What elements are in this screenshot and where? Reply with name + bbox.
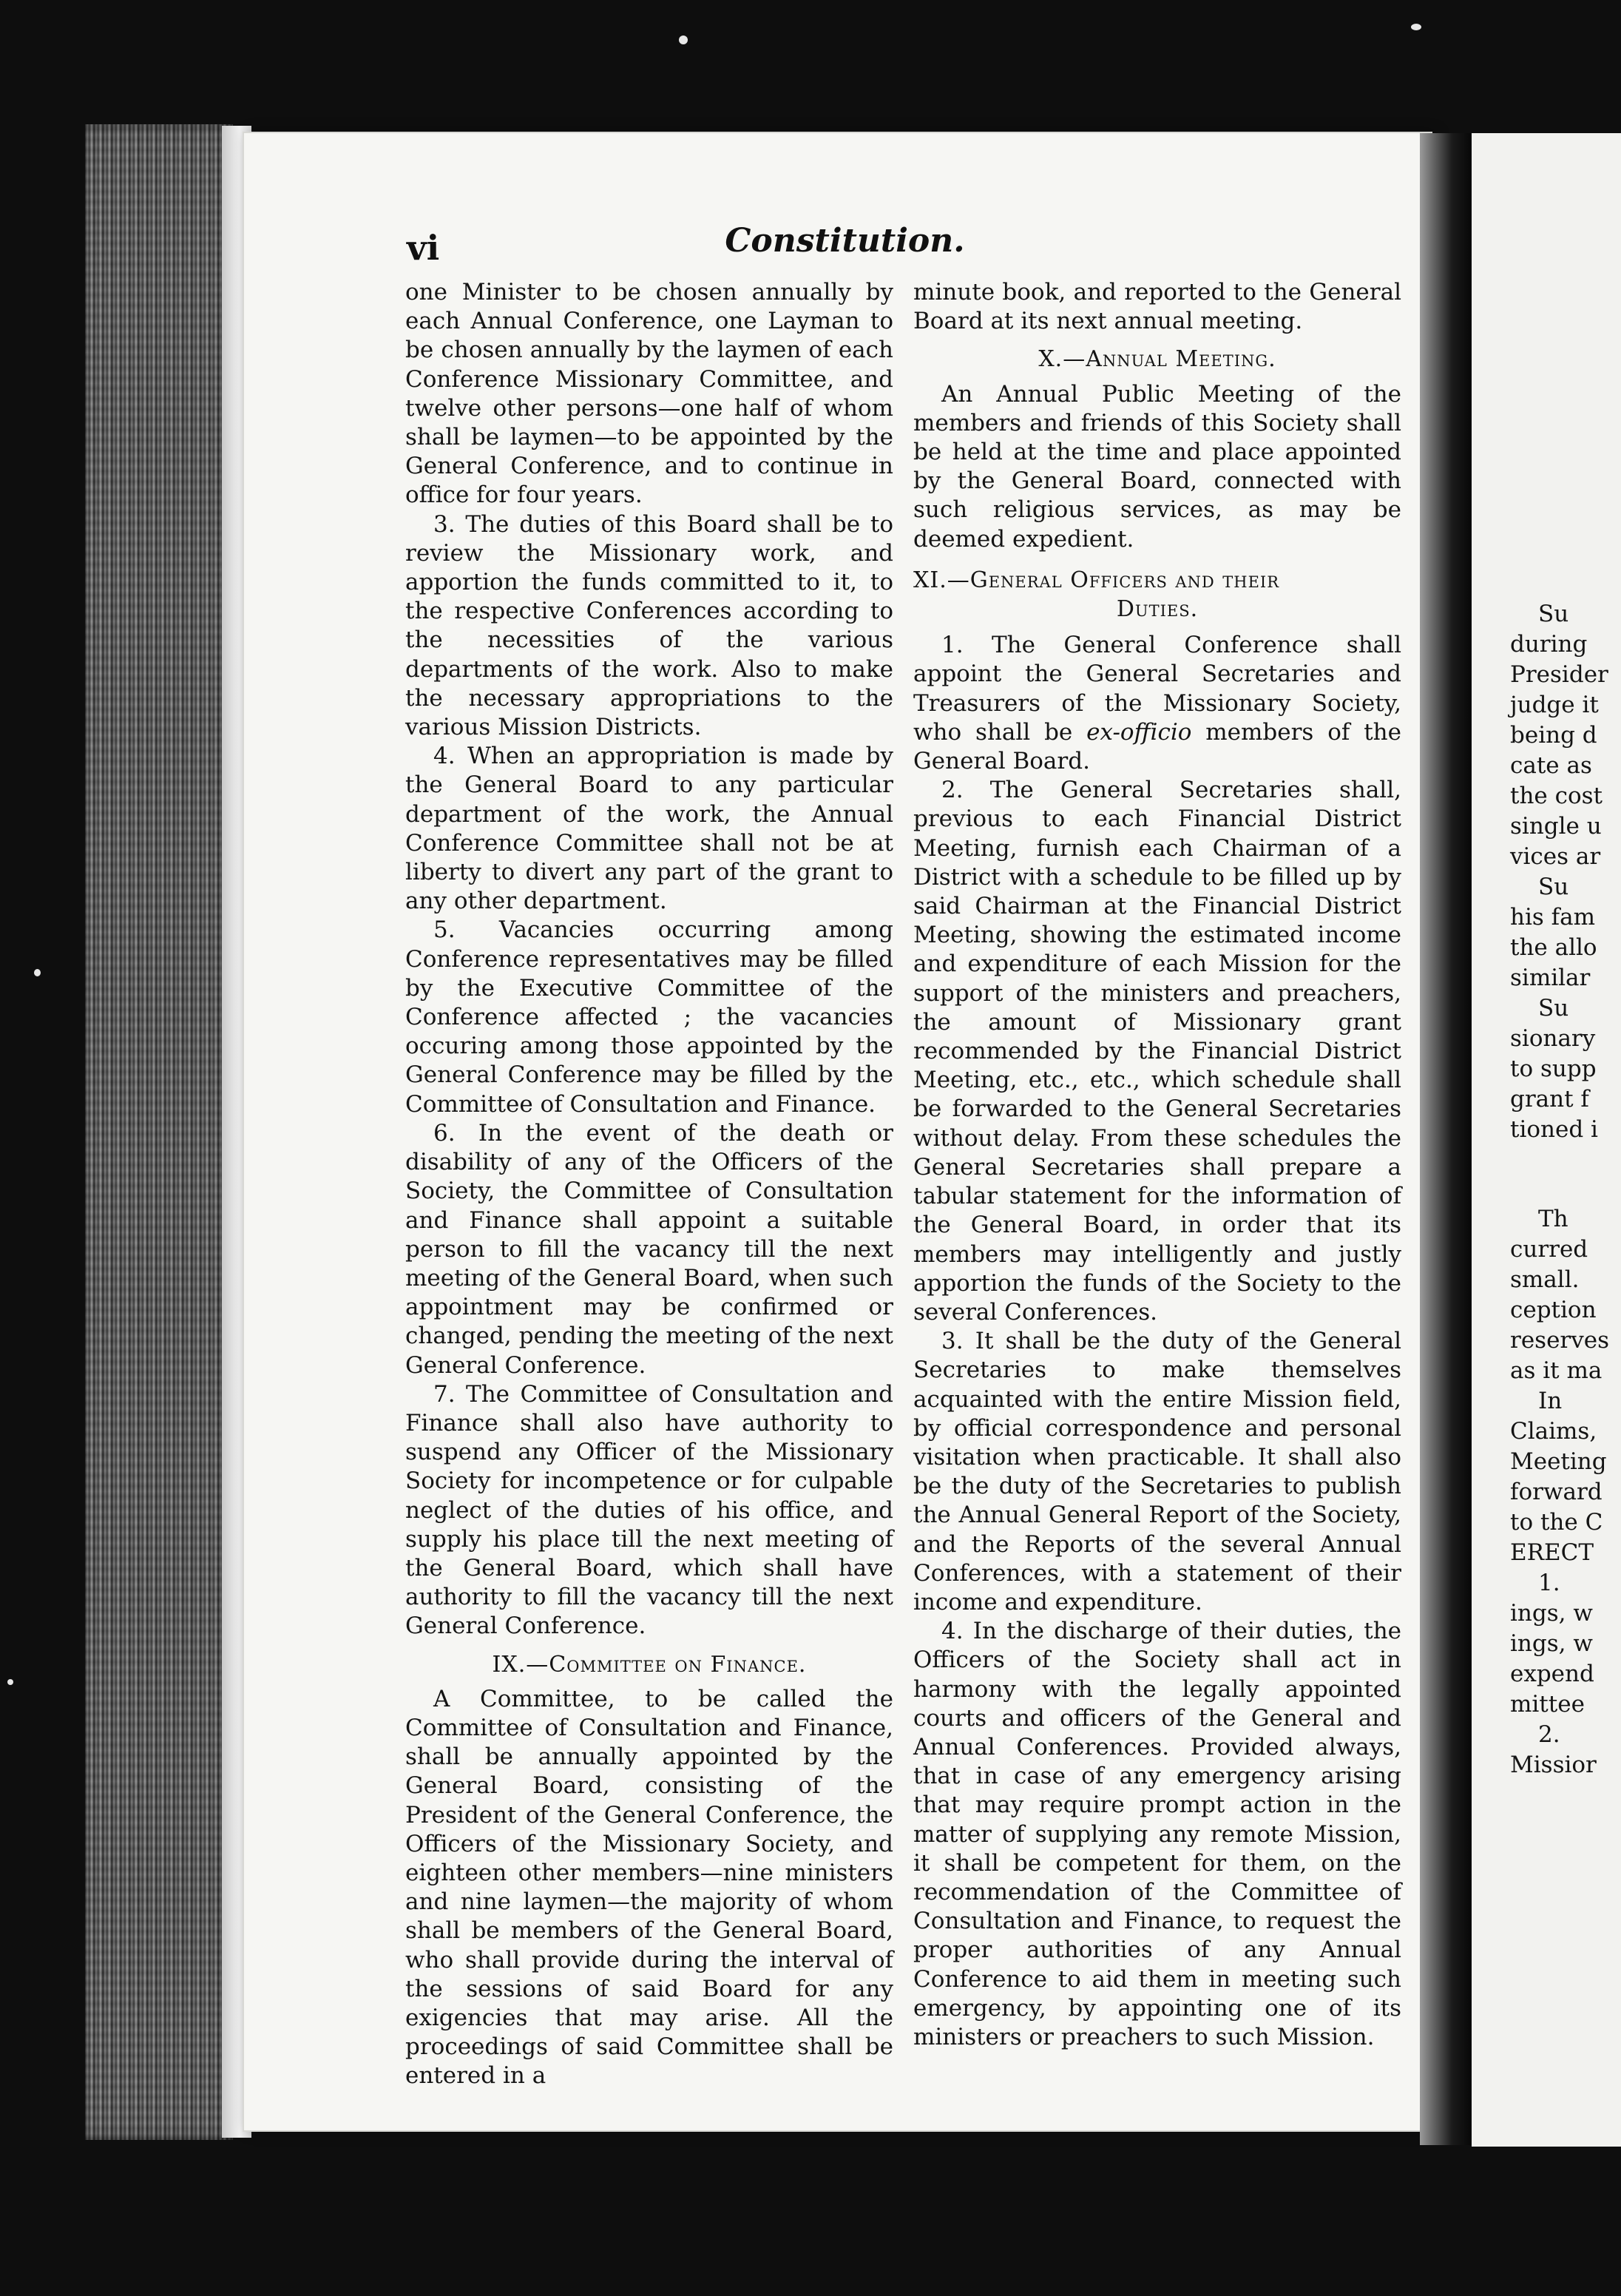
facing-page-line: as it ma — [1510, 1357, 1603, 1384]
facing-page-line: tioned i — [1510, 1116, 1598, 1143]
facing-page-line: Th — [1538, 1206, 1568, 1232]
facing-page-line: cate as — [1510, 752, 1592, 779]
book-page-edges — [85, 124, 233, 2140]
dust-speck — [7, 1679, 13, 1685]
facing-page-line: his fam — [1510, 904, 1595, 931]
facing-page-line: to the C — [1510, 1509, 1603, 1536]
facing-page-line: single u — [1510, 813, 1602, 840]
paragraph-board-composition: one Minister to be chosen annually by each Annual Conference, one Layman to be chosen annually by the laymen of each Conference Missionary Committee, and twelve other persons—one half of whom shall be laymen—to be appointed by the General Conference, and to continue in office for four years. — [405, 279, 893, 509]
facing-page-line: the cost — [1510, 783, 1603, 809]
facing-page-line: small. — [1510, 1266, 1580, 1293]
facing-page-line: Meeting — [1510, 1448, 1607, 1475]
paragraph-1-general-secretaries — [913, 631, 1401, 776]
paragraph-4-discharge-duties: 4. In the discharge of their duties, the Officers of the Society shall act in harmony with the legally appointed courts and officers of the General and Annual Conferences. Provided always, that in case of any emergency arising that may require prompt action in the matter of supplying any remote Mission, it shall be competent for them, on the recommendation of the Committee of Consultation and Finance, to request the proper authorities of any Annual Conference to aid them in meeting such emergency, by appointing one of its ministers or preachers to such Mission. — [913, 1618, 1401, 2050]
paragraph-committee-finance: A Committee, to be called the Committee of Consultation and Finance, shall be annually appointed by the General Board, consisting of the President of the General Conference, the Officers of the Missionary Society, and eighteen other members—nine ministers and nine laymen—the majority of whom shall be members of the General Board, who shall provide during the interval of the sessions of said Board for any exigencies that may arise. All the proceedings of said Committee shall be entered in a — [405, 1685, 893, 2090]
page-fold-shadow — [1420, 133, 1479, 2145]
left-column — [405, 278, 893, 2091]
facing-page-line: 1. — [1538, 1570, 1560, 1596]
facing-page-text — [1510, 599, 1621, 1780]
facing-page-line: ception — [1510, 1297, 1597, 1323]
facing-page-line: curred — [1510, 1236, 1588, 1263]
facing-page-line: to supp — [1510, 1056, 1597, 1082]
facing-page-line: forward — [1510, 1479, 1603, 1505]
dust-speck — [1411, 24, 1421, 30]
facing-page-line: ERECT — [1510, 1539, 1594, 1566]
running-title: Constitution. — [725, 222, 965, 260]
paragraph-1-text-end: members of the General Board. — [913, 718, 1401, 775]
ex-officio-term: ex-officio — [1086, 718, 1192, 746]
facing-page-line: Su — [1538, 995, 1569, 1022]
facing-page-line: judge it — [1510, 692, 1599, 718]
section-heading-xi — [913, 566, 1401, 624]
section-heading-xi-line2: Duties. — [1116, 596, 1199, 623]
facing-page-line: being d — [1510, 722, 1597, 749]
paragraph-4-appropriation: 4. When an appropriation is made by the General Board to any particular department of the work, the Annual Conference Committee shall not be at liberty to divert any part of the grant to any other department. — [405, 743, 893, 915]
facing-page-line: Missior — [1510, 1752, 1597, 1778]
page-number: vi — [407, 228, 440, 268]
paragraph-annual-meeting: An Annual Public Meeting of the members and friends of this Society shall be held at the time and place appointed by the General Board, connected with such religious services, as may be deemed expedient. — [913, 380, 1401, 553]
facing-page-line: the allo — [1510, 934, 1597, 961]
facing-page-line: 2. — [1538, 1721, 1560, 1748]
paragraph-minute-book: minute book, and reported to the General Board at its next annual meeting. — [913, 279, 1401, 335]
paragraph-2-schedules: 2. The General Secretaries shall, previous to each Financial District Meeting, furnish each Chairman of a District with a schedule to be filled up by said Chairman at the Financial District Meeting, showing the estimated income and expenditure of each Mission for the support of the ministers and preachers, the amount of Missionary grant recommended by the Financial District Meeting, etc., etc., which schedule shall be forwarded to the General Secretaries without delay. From these schedules the General Secretaries shall prepare a tabular statement for the information of the General Board, in order that its members may intelligently and justly apportion the funds of the Society to the several Conferences. — [913, 777, 1401, 1326]
page-header — [407, 207, 1283, 281]
facing-page-line: In — [1538, 1388, 1563, 1414]
paragraph-1-text-start: 1. The General Conference shall appoint the General Secretaries and Treasurers of the Missionary Society, who shall be — [913, 632, 1401, 746]
facing-page-line: grant f — [1510, 1086, 1589, 1112]
facing-page-line: ings, w — [1510, 1600, 1593, 1627]
paragraph-7-suspension: 7. The Committee of Consultation and Finance shall also have authority to suspend any Officer of the Missionary Society for incompetence or for culpable neglect of the duties of his office, and supply his place till the next meeting of the General Board, which shall have authority to fill the vacancy till the next General Conference. — [405, 1380, 893, 1640]
right-column — [913, 278, 1401, 2052]
facing-page-line: mittee — [1510, 1691, 1585, 1718]
paragraph-3-board-duties: 3. The duties of this Board shall be to review the Missionary work, and apportion the funds committed to it, to the respective Conferences according to the necessities of the various departments of the work. Also to make the necessary appropriations to the various Mission Districts. — [405, 510, 893, 741]
section-heading-x: X.—Annual Meeting. — [1038, 346, 1276, 373]
page-vi — [244, 133, 1431, 2130]
paragraph-3-secretaries-duty: 3. It shall be the duty of the General Secretaries to make themselves acquainted with the entire Mission field, by official correspondence and personal visitation when practicable. It shall also be the duty of the Secretaries to publish the Annual General Report of the Society, and the Reports of the several Annual Conferences, with a statement of their income and expenditure. — [913, 1328, 1401, 1615]
facing-page-line: Su — [1538, 601, 1569, 627]
facing-page-line: Claims, — [1510, 1418, 1597, 1445]
facing-page-line: Presider — [1510, 661, 1608, 688]
facing-page-line — [1510, 1145, 1621, 1204]
paragraph-5-vacancies: 5. Vacancies occurring among Conference representatives may be filled by the Executive Committee of the Conference affected ; the vacancies occuring among those appointed by the General Conference may be filled by the Committee of Consultation and Finance. — [405, 916, 893, 1118]
dust-speck — [679, 36, 688, 44]
section-heading-ix: IX.—Committee on Finance. — [492, 1651, 807, 1678]
paragraph-6-death-disability: 6. In the event of the death or disability of any of the Officers of the Society, the Committee of Consultation and Finance shall appoint a suitable person to fill the vacancy till the next meeting of the General Board, when such appointment may be confirmed or changed, pending the meeting of the next General Conference. — [405, 1119, 893, 1379]
facing-page-fragment — [1472, 133, 1621, 2147]
facing-page-line: Su — [1538, 874, 1569, 900]
section-heading-xi-line1: XI.—General Officers and their — [913, 567, 1280, 593]
facing-page-line: ings, w — [1510, 1630, 1593, 1657]
facing-page-line: during — [1510, 631, 1588, 658]
facing-page-line: sionary — [1510, 1025, 1596, 1052]
facing-page-line: similar — [1510, 965, 1591, 991]
facing-page-line: vices ar — [1510, 843, 1601, 870]
dust-speck — [34, 969, 41, 976]
facing-page-line: expend — [1510, 1661, 1594, 1687]
facing-page-line: reserves — [1510, 1327, 1610, 1354]
